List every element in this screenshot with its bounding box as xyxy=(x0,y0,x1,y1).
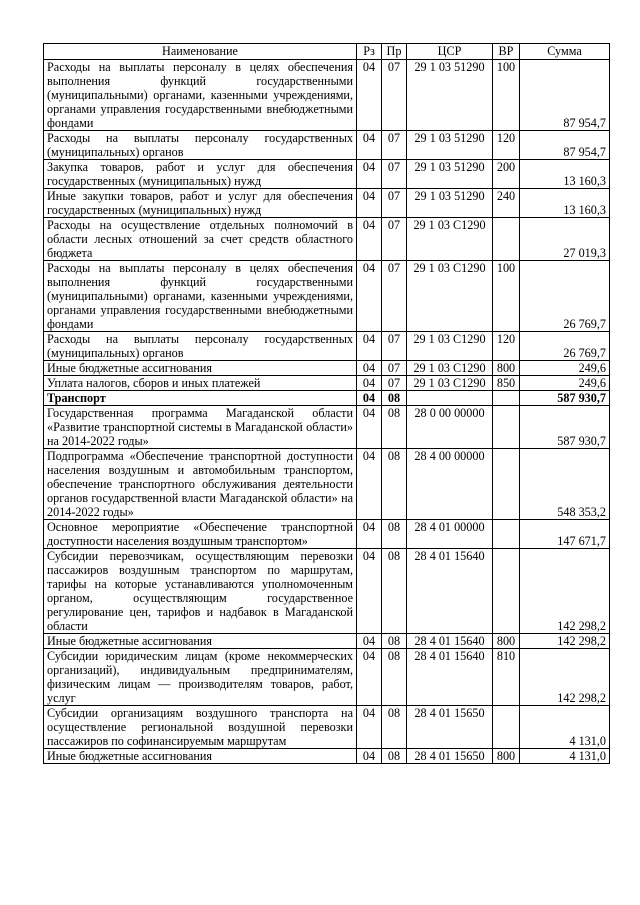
cell-vr xyxy=(493,549,520,634)
cell-csr: 29 1 03 51290 xyxy=(407,131,493,160)
cell-name: Расходы на осуществление отдельных полномочий в области лесных отношений за счет средств областного бюджета xyxy=(44,218,357,261)
cell-csr: 29 1 03 51290 xyxy=(407,189,493,218)
cell-pr: 08 xyxy=(382,549,407,634)
cell-vr: 120 xyxy=(493,332,520,361)
table-row xyxy=(44,361,610,376)
cell-name: Иные закупки товаров, работ и услуг для обеспечения государственных (муниципальных) нужд xyxy=(44,189,357,218)
cell-rz: 04 xyxy=(357,634,382,649)
cell-csr: 28 4 01 15650 xyxy=(407,749,493,764)
cell-sum: 26 769,7 xyxy=(520,261,610,332)
cell-vr xyxy=(493,218,520,261)
cell-name: Подпрограмма «Обеспечение транспортной доступности населения воздушным и автомобильным транспортом, обеспечение транспортного обслуживания деятельности органов государственной власти Магаданской области» на 2014-2022 годы» xyxy=(44,449,357,520)
table-row xyxy=(44,160,610,189)
cell-csr xyxy=(407,391,493,406)
cell-rz: 04 xyxy=(357,189,382,218)
cell-rz: 04 xyxy=(357,131,382,160)
cell-pr: 08 xyxy=(382,449,407,520)
table-body xyxy=(44,60,610,764)
cell-sum: 249,6 xyxy=(520,376,610,391)
cell-name: Закупка товаров, работ и услуг для обеспечения государственных (муниципальных) нужд xyxy=(44,160,357,189)
cell-name: Иные бюджетные ассигнования xyxy=(44,361,357,376)
cell-pr: 08 xyxy=(382,520,407,549)
cell-csr: 28 4 00 00000 xyxy=(407,449,493,520)
cell-name: Государственная программа Магаданской области «Развитие транспортной системы в Магаданской области» на 2014-2022 годы» xyxy=(44,406,357,449)
header-name: Наименование xyxy=(44,44,357,60)
cell-sum: 142 298,2 xyxy=(520,634,610,649)
cell-name: Уплата налогов, сборов и иных платежей xyxy=(44,376,357,391)
cell-pr: 08 xyxy=(382,649,407,706)
table-header-row xyxy=(44,44,610,60)
cell-sum: 27 019,3 xyxy=(520,218,610,261)
cell-vr: 800 xyxy=(493,749,520,764)
cell-vr xyxy=(493,449,520,520)
table-row xyxy=(44,376,610,391)
cell-csr: 28 4 01 15640 xyxy=(407,649,493,706)
cell-csr: 28 0 00 00000 xyxy=(407,406,493,449)
table-row xyxy=(44,218,610,261)
cell-csr: 29 1 03 51290 xyxy=(407,160,493,189)
cell-rz: 04 xyxy=(357,649,382,706)
table-row xyxy=(44,60,610,131)
cell-pr: 08 xyxy=(382,634,407,649)
cell-csr: 28 4 01 00000 xyxy=(407,520,493,549)
header-pr: Пр xyxy=(382,44,407,60)
table-row xyxy=(44,749,610,764)
cell-vr: 800 xyxy=(493,361,520,376)
cell-sum: 249,6 xyxy=(520,361,610,376)
cell-name: Субсидии организациям воздушного транспорта на осуществление региональной воздушной перевозки пассажиров по софинансируемым маршрутам xyxy=(44,706,357,749)
cell-name: Иные бюджетные ассигнования xyxy=(44,749,357,764)
cell-sum: 142 298,2 xyxy=(520,649,610,706)
header-sum: Сумма xyxy=(520,44,610,60)
cell-csr: 28 4 01 15640 xyxy=(407,634,493,649)
cell-pr: 08 xyxy=(382,406,407,449)
cell-sum: 147 671,7 xyxy=(520,520,610,549)
budget-table xyxy=(43,43,610,764)
cell-sum: 87 954,7 xyxy=(520,131,610,160)
cell-sum: 548 353,2 xyxy=(520,449,610,520)
cell-vr: 200 xyxy=(493,160,520,189)
cell-csr: 28 4 01 15640 xyxy=(407,549,493,634)
table-row xyxy=(44,332,610,361)
cell-rz: 04 xyxy=(357,218,382,261)
cell-sum: 587 930,7 xyxy=(520,406,610,449)
cell-pr: 07 xyxy=(382,376,407,391)
cell-csr: 29 1 03 С1290 xyxy=(407,332,493,361)
cell-sum: 4 131,0 xyxy=(520,706,610,749)
cell-csr: 29 1 03 С1290 xyxy=(407,261,493,332)
cell-rz: 04 xyxy=(357,706,382,749)
cell-name: Иные бюджетные ассигнования xyxy=(44,634,357,649)
table-row xyxy=(44,649,610,706)
cell-name: Расходы на выплаты персоналу государственных (муниципальных) органов xyxy=(44,332,357,361)
budget-table-page xyxy=(43,43,609,764)
table-row xyxy=(44,706,610,749)
cell-vr: 100 xyxy=(493,60,520,131)
cell-csr: 28 4 01 15650 xyxy=(407,706,493,749)
cell-vr: 810 xyxy=(493,649,520,706)
cell-rz: 04 xyxy=(357,261,382,332)
cell-vr: 120 xyxy=(493,131,520,160)
cell-name: Расходы на выплаты персоналу в целях обеспечения выполнения функций государственными (муниципальными) органами, казенными учреждениями, органами управления государственными внебюджетными фондами xyxy=(44,261,357,332)
header-rz: Рз xyxy=(357,44,382,60)
cell-name: Транспорт xyxy=(44,391,357,406)
table-row xyxy=(44,634,610,649)
cell-sum: 13 160,3 xyxy=(520,189,610,218)
cell-pr: 07 xyxy=(382,60,407,131)
table-row xyxy=(44,391,610,406)
table-row xyxy=(44,520,610,549)
cell-pr: 07 xyxy=(382,361,407,376)
cell-pr: 07 xyxy=(382,160,407,189)
table-row xyxy=(44,449,610,520)
cell-rz: 04 xyxy=(357,361,382,376)
cell-pr: 07 xyxy=(382,131,407,160)
cell-rz: 04 xyxy=(357,60,382,131)
cell-csr: 29 1 03 51290 xyxy=(407,60,493,131)
cell-vr xyxy=(493,391,520,406)
cell-sum: 26 769,7 xyxy=(520,332,610,361)
cell-vr: 850 xyxy=(493,376,520,391)
table-row xyxy=(44,189,610,218)
cell-name: Расходы на выплаты персоналу в целях обеспечения выполнения функций государственными (муниципальными) органами, казенными учреждениями, органами управления государственными внебюджетными фондами xyxy=(44,60,357,131)
cell-pr: 08 xyxy=(382,706,407,749)
cell-rz: 04 xyxy=(357,376,382,391)
cell-name: Основное мероприятие «Обеспечение транспортной доступности населения воздушным транспортом» xyxy=(44,520,357,549)
cell-pr: 08 xyxy=(382,749,407,764)
cell-name: Субсидии юридическим лицам (кроме некоммерческих организаций), индивидуальным предпринимателям, физическим лицам — производителям товаров, работ, услуг xyxy=(44,649,357,706)
cell-pr: 08 xyxy=(382,391,407,406)
cell-rz: 04 xyxy=(357,332,382,361)
cell-name: Субсидии перевозчикам, осуществляющим перевозки пассажиров воздушным транспортом по маршрутам, тарифы на которые устанавливаются уполномоченным органом, осуществляющим государственное регулирование цен, тарифов и надбавок в Магаданской области xyxy=(44,549,357,634)
cell-rz: 04 xyxy=(357,520,382,549)
cell-rz: 04 xyxy=(357,449,382,520)
cell-csr: 29 1 03 С1290 xyxy=(407,361,493,376)
header-csr: ЦСР xyxy=(407,44,493,60)
cell-rz: 04 xyxy=(357,549,382,634)
cell-sum: 142 298,2 xyxy=(520,549,610,634)
cell-vr xyxy=(493,706,520,749)
cell-pr: 07 xyxy=(382,218,407,261)
cell-rz: 04 xyxy=(357,391,382,406)
table-row xyxy=(44,131,610,160)
cell-vr xyxy=(493,520,520,549)
cell-vr xyxy=(493,406,520,449)
cell-pr: 07 xyxy=(382,261,407,332)
header-vr: ВР xyxy=(493,44,520,60)
cell-sum: 87 954,7 xyxy=(520,60,610,131)
cell-name: Расходы на выплаты персоналу государственных (муниципальных) органов xyxy=(44,131,357,160)
cell-csr: 29 1 03 С1290 xyxy=(407,218,493,261)
cell-vr: 800 xyxy=(493,634,520,649)
cell-sum: 13 160,3 xyxy=(520,160,610,189)
cell-vr: 240 xyxy=(493,189,520,218)
cell-rz: 04 xyxy=(357,160,382,189)
table-row xyxy=(44,261,610,332)
table-row xyxy=(44,406,610,449)
cell-sum: 4 131,0 xyxy=(520,749,610,764)
cell-vr: 100 xyxy=(493,261,520,332)
cell-rz: 04 xyxy=(357,406,382,449)
cell-rz: 04 xyxy=(357,749,382,764)
cell-csr: 29 1 03 С1290 xyxy=(407,376,493,391)
cell-pr: 07 xyxy=(382,332,407,361)
cell-pr: 07 xyxy=(382,189,407,218)
cell-sum: 587 930,7 xyxy=(520,391,610,406)
table-row xyxy=(44,549,610,634)
